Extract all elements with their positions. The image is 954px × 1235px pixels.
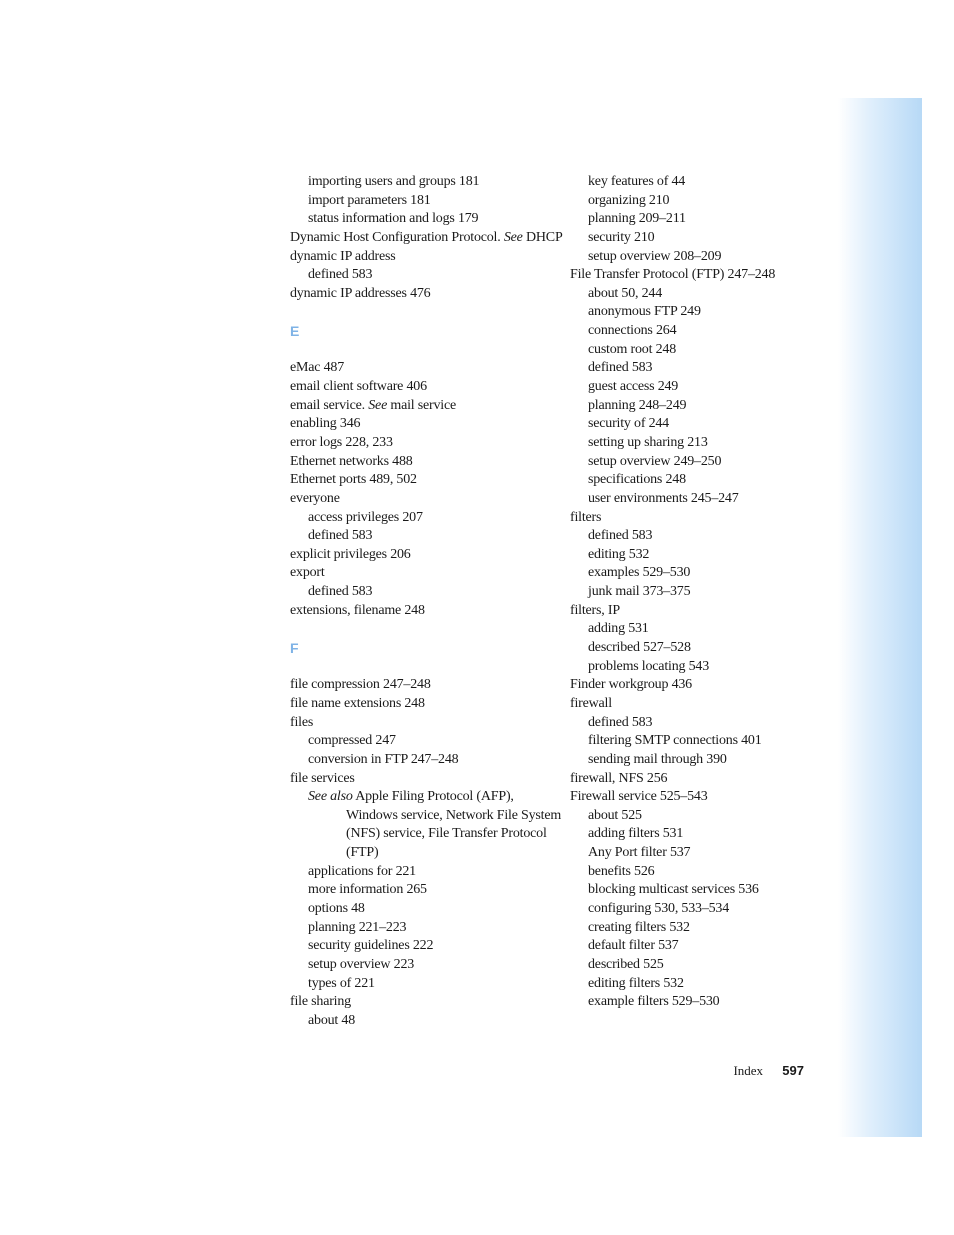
index-subentry — [570, 900, 830, 919]
entry-text: email client software 406 — [290, 379, 427, 395]
index-entry — [290, 770, 560, 789]
index-subentry — [290, 1012, 560, 1031]
entry-text: problems locating 543 — [588, 658, 710, 674]
entry-text: planning 209–211 — [588, 211, 686, 227]
entry-text: security guidelines 222 — [308, 938, 434, 954]
index-subentry — [570, 583, 830, 602]
index-entry — [290, 248, 560, 267]
index-subentry — [570, 210, 830, 229]
index-subentry — [570, 937, 830, 956]
index-subentry — [290, 844, 560, 863]
index-subentry — [570, 714, 830, 733]
entry-text: creating filters 532 — [588, 919, 690, 935]
entry-text: adding filters 531 — [588, 826, 684, 842]
index-subentry — [570, 975, 830, 994]
see-reference: See also — [308, 789, 353, 805]
entry-text: editing filters 532 — [588, 975, 684, 991]
index-entry — [570, 788, 830, 807]
entry-text: defined 583 — [308, 528, 373, 544]
index-entry — [290, 564, 560, 583]
entry-text: eMac 487 — [290, 360, 344, 376]
entry-text: specifications 248 — [588, 472, 686, 488]
entry-text: default filter 537 — [588, 938, 679, 954]
index-column-left — [290, 173, 563, 1030]
index-subentry — [290, 210, 560, 229]
index-subentry — [570, 248, 830, 267]
index-entry — [570, 509, 830, 528]
index-subentry — [290, 192, 560, 211]
entry-text: firewall — [570, 695, 612, 711]
entry-text: anonymous FTP 249 — [588, 304, 701, 320]
entry-text: Finder workgroup 436 — [570, 677, 692, 693]
index-subentry — [290, 919, 560, 938]
page-footer — [733, 1063, 804, 1079]
index-subentry — [570, 844, 830, 863]
entry-text: export — [290, 565, 325, 581]
entry-text: applications for 221 — [308, 863, 416, 879]
entry-text: Windows service, Network File System — [346, 807, 562, 823]
entry-text: adding 531 — [588, 621, 649, 637]
index-entry — [570, 770, 830, 789]
index-subentry — [570, 192, 830, 211]
entry-text: Ethernet networks 488 — [290, 453, 413, 469]
entry-text: more information 265 — [308, 882, 427, 898]
entry-text: firewall, NFS 256 — [570, 770, 668, 786]
footer-section-label: Index — [733, 1063, 764, 1078]
section-gap — [290, 658, 560, 677]
entry-text: setting up sharing 213 — [588, 434, 708, 450]
entry-text: blocking multicast services 536 — [588, 882, 759, 898]
index-entry — [290, 434, 560, 453]
entry-text: described 527–528 — [588, 640, 691, 656]
index-subentry — [570, 732, 830, 751]
index-subentry — [290, 863, 560, 882]
index-subentry — [570, 378, 830, 397]
entry-text: defined 583 — [308, 584, 373, 600]
index-entry — [290, 676, 560, 695]
entry-text: Firewall service 525–543 — [570, 789, 708, 805]
index-subentry — [570, 658, 830, 677]
entry-text: custom root 248 — [588, 341, 676, 357]
entry-text: explicit privileges 206 — [290, 546, 411, 562]
entry-text: connections 264 — [588, 323, 677, 339]
index-subentry — [570, 546, 830, 565]
entry-text: filters, IP — [570, 602, 620, 618]
section-letter: E — [290, 323, 300, 340]
index-entry — [290, 695, 560, 714]
entry-text: organizing 210 — [588, 192, 670, 208]
index-subentry — [570, 919, 830, 938]
index-subentry — [290, 788, 560, 807]
entry-text: security 210 — [588, 229, 655, 245]
index-subentry — [570, 620, 830, 639]
entry-text: user environments 245–247 — [588, 490, 739, 506]
index-subentry — [570, 490, 830, 509]
index-subentry — [290, 937, 560, 956]
entry-text: options 48 — [308, 900, 365, 916]
index-subentry — [290, 732, 560, 751]
index-subentry — [570, 956, 830, 975]
index-subentry — [570, 564, 830, 583]
entry-text: examples 529–530 — [588, 565, 691, 581]
entry-text: filters — [570, 509, 602, 525]
entry-text: Any Port filter 537 — [588, 845, 691, 861]
entry-text: sending mail through 390 — [588, 751, 727, 767]
index-subentry — [570, 229, 830, 248]
entry-text: about 50, 244 — [588, 285, 663, 301]
index-entry — [290, 285, 560, 304]
entry-text: setup overview 249–250 — [588, 453, 722, 469]
entry-text: configuring 530, 533–534 — [588, 900, 730, 916]
index-entry — [570, 695, 830, 714]
see-target: mail service — [387, 397, 457, 413]
index-subentry — [290, 956, 560, 975]
index-subentry — [290, 266, 560, 285]
index-subentry — [570, 359, 830, 378]
index-subentry — [570, 527, 830, 546]
entry-text: junk mail 373–375 — [588, 584, 691, 600]
entry-text: importing users and groups 181 — [308, 174, 480, 189]
entry-text: described 525 — [588, 956, 664, 972]
entry-text: extensions, filename 248 — [290, 602, 425, 618]
section-gap — [290, 341, 560, 360]
entry-text: (FTP) — [346, 845, 379, 861]
chapter-side-tab — [838, 98, 922, 1137]
index-subentry — [570, 397, 830, 416]
entry-text: key features of 44 — [588, 174, 686, 189]
index-entry — [290, 453, 560, 472]
index-subentry — [570, 173, 830, 192]
index-subentry — [290, 881, 560, 900]
entry-text: types of 221 — [308, 975, 375, 991]
entry-text: file compression 247–248 — [290, 677, 431, 693]
index-entry — [290, 397, 560, 416]
entry-text: example filters 529–530 — [588, 994, 720, 1010]
index-subentry — [570, 285, 830, 304]
index-entry — [290, 993, 560, 1012]
index-entry — [290, 602, 560, 621]
see-target: DHCP — [522, 229, 563, 245]
see-reference: See — [503, 229, 523, 245]
entry-text: planning 221–223 — [308, 919, 407, 935]
index-entry — [290, 490, 560, 509]
index-subentry — [570, 415, 830, 434]
index-subentry — [570, 863, 830, 882]
index-subentry — [290, 975, 560, 994]
entry-text: file services — [290, 770, 355, 786]
entry-text: files — [290, 714, 314, 730]
entry-text: everyone — [290, 490, 340, 506]
see-target: Apple Filing Protocol (AFP), — [352, 789, 514, 805]
entry-text: about 48 — [308, 1012, 356, 1028]
index-entry — [290, 546, 560, 565]
index-subentry — [570, 825, 830, 844]
index-subentry — [290, 583, 560, 602]
entry-text: conversion in FTP 247–248 — [308, 751, 459, 767]
index-subentry — [570, 751, 830, 770]
index-subentry — [570, 807, 830, 826]
entry-text: Dynamic Host Configuration Protocol. — [290, 229, 504, 245]
entry-text: editing 532 — [588, 546, 650, 562]
index-entry — [290, 229, 563, 248]
entry-text: email service. — [290, 397, 369, 413]
entry-text: filtering SMTP connections 401 — [588, 733, 762, 749]
index-subentry — [290, 527, 560, 546]
index-entry — [290, 714, 560, 733]
entry-text: defined 583 — [588, 528, 653, 544]
entry-text: defined 583 — [588, 360, 653, 376]
see-reference: See — [368, 397, 388, 413]
entry-text: File Transfer Protocol (FTP) 247–248 — [570, 267, 776, 283]
index-subentry — [570, 341, 830, 360]
entry-text: defined 583 — [308, 267, 373, 283]
entry-text: guest access 249 — [588, 379, 679, 395]
page-number: 597 — [782, 1063, 804, 1078]
index-subentry — [570, 639, 830, 658]
index-entry — [290, 415, 560, 434]
index-subentry — [290, 173, 560, 192]
index-entry — [290, 471, 560, 490]
entry-text: planning 248–249 — [588, 397, 687, 413]
entry-text: setup overview 208–209 — [588, 248, 722, 264]
index-column-right — [570, 173, 830, 1012]
entry-text: about 525 — [588, 807, 642, 823]
entry-text: security of 244 — [588, 416, 669, 432]
entry-text: error logs 228, 233 — [290, 434, 393, 450]
entry-text: Ethernet ports 489, 502 — [290, 472, 417, 488]
index-subentry — [570, 993, 830, 1012]
index-subentry — [570, 881, 830, 900]
entry-text: dynamic IP addresses 476 — [290, 285, 431, 301]
index-subentry — [290, 509, 560, 528]
entry-text: status information and logs 179 — [308, 211, 479, 227]
index-entry — [290, 378, 560, 397]
index-subentry — [570, 322, 830, 341]
index-subentry — [290, 825, 560, 844]
entry-text: file name extensions 248 — [290, 695, 425, 711]
index-subentry — [570, 303, 830, 322]
section-gap — [290, 620, 560, 639]
index-entry — [570, 266, 830, 285]
section-letter: F — [290, 640, 299, 657]
entry-text: benefits 526 — [588, 863, 655, 879]
index-subentry — [570, 471, 830, 490]
index-subentry — [290, 751, 560, 770]
entry-text: dynamic IP address — [290, 248, 396, 264]
entry-text: (NFS) service, File Transfer Protocol — [346, 826, 547, 842]
index-entry — [290, 359, 560, 378]
entry-text: import parameters 181 — [308, 192, 431, 208]
entry-text: access privileges 207 — [308, 509, 423, 525]
index-subentry — [290, 900, 560, 919]
index-subentry — [570, 453, 830, 472]
entry-text: setup overview 223 — [308, 956, 415, 972]
entry-text: file sharing — [290, 994, 351, 1010]
index-subentry — [290, 807, 560, 826]
entry-text: defined 583 — [588, 714, 653, 730]
entry-text: compressed 247 — [308, 733, 396, 749]
section-gap — [290, 303, 560, 322]
index-subentry — [570, 434, 830, 453]
entry-text: enabling 346 — [290, 416, 361, 432]
index-entry — [570, 676, 830, 695]
index-entry — [570, 602, 830, 621]
